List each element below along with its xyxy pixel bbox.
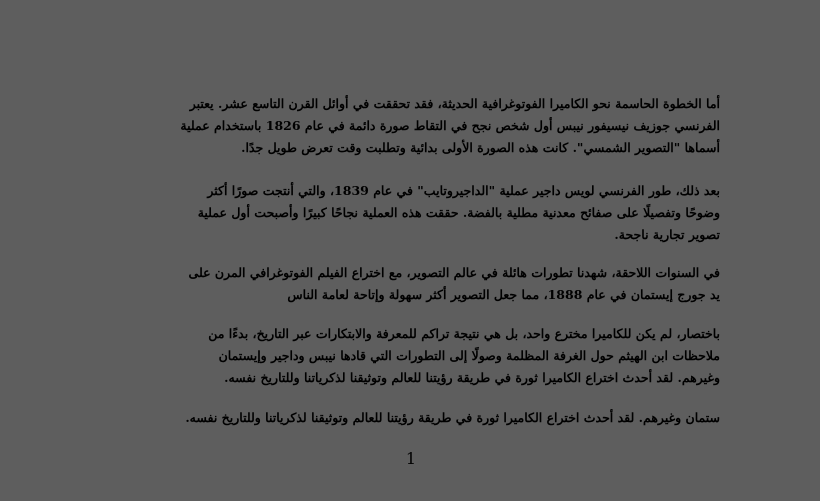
paragraph-5 bbox=[92, 407, 720, 429]
paragraph-line: يد جورج إيستمان في عام 1888، مما جعل التصوير أكثر سهولة وإتاحة لعامة الناس bbox=[287, 287, 720, 302]
paragraph-line: في السنوات اللاحقة، شهدنا تطورات هائلة في عالم التصوير، مع اختراع الفيلم الفوتوغرافي المرن على bbox=[188, 265, 720, 280]
paragraph-1 bbox=[92, 93, 720, 159]
paragraph-line: بعد ذلك، طور الفرنسي لويس داجير عملية "الداجيروتايب" في عام 1839، والتي أنتجت صورًا أكثر bbox=[207, 183, 720, 198]
paragraph-line: أما الخطوة الحاسمة نحو الكاميرا الفوتوغرافية الحديثة، فقد تحققت في أوائل القرن التاسع عشر. يعتبر bbox=[189, 96, 720, 111]
paragraph-4 bbox=[92, 323, 720, 389]
paragraph-line: ملاحظات ابن الهيثم حول الغرفة المظلمة وصولًا إلى التطورات التي قادها نيبس وداجير وإيستمان bbox=[218, 348, 720, 363]
page-number: 1 bbox=[405, 449, 417, 468]
paragraph-line: وغيرهم. لقد أحدث اختراع الكاميرا ثورة في طريقة رؤيتنا للعالم وتوثيقنا لذكرياتنا وللتاريخ نفسه. bbox=[224, 370, 720, 385]
paragraph-line: وضوحًا وتفصيلًا على صفائح معدنية مطلية بالفضة. حققت هذه العملية نجاحًا كبيرًا وأصبحت أول عملية bbox=[197, 205, 720, 220]
paragraph-line: الفرنسي جوزيف نيسيفور نيبس أول شخص نجح في التقاط صورة دائمة في عام 1826 باستخدام عملية bbox=[180, 118, 720, 133]
paragraph-line: تصوير تجارية ناجحة. bbox=[614, 227, 720, 242]
paragraph-2 bbox=[92, 180, 720, 246]
paragraph-line: باختصار، لم يكن للكاميرا مخترع واحد، بل هي نتيجة تراكم للمعرفة والابتكارات عبر التاريخ، بدءًا من bbox=[208, 326, 720, 341]
paragraph-line: ستمان وغيرهم. لقد أحدث اختراع الكاميرا ثورة في طريقة رؤيتنا للعالم وتوثيقنا لذكرياتنا وللتاريخ نفسه. bbox=[185, 410, 720, 425]
paragraph-3 bbox=[92, 262, 720, 306]
paragraph-line: أسماها "التصوير الشمسي". كانت هذه الصورة الأولى بدائية وتطلبت وقت تعرض طويل جدًا. bbox=[241, 140, 720, 155]
